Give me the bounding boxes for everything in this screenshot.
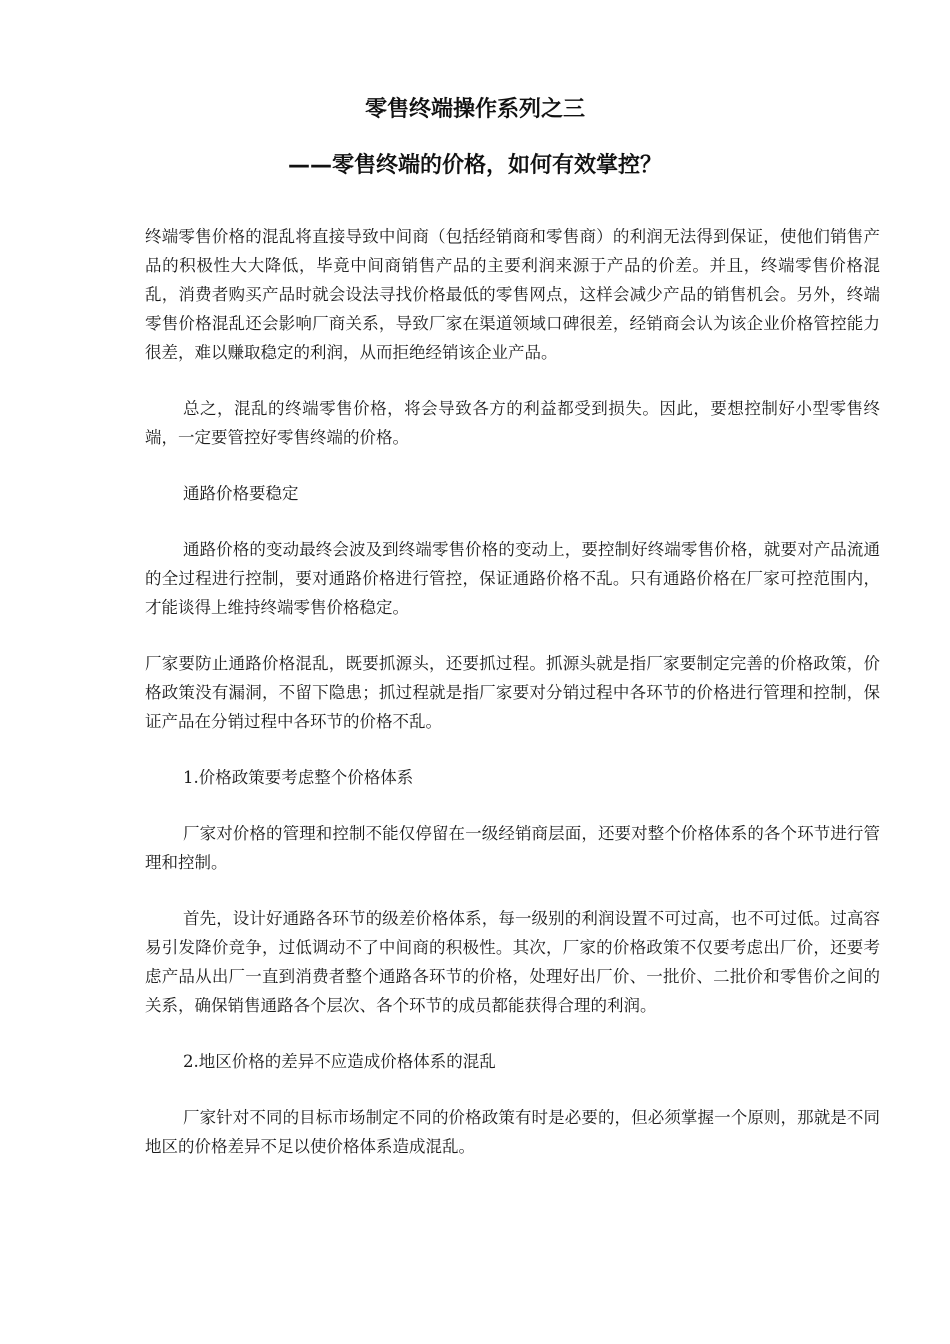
document-title: 零售终端操作系列之三 bbox=[364, 97, 585, 122]
paragraph-price-system-control: 厂家对价格的管理和控制不能仅停留在一级经销商层面，还要对整个价格体系的各个环节进行管理和控制。 bbox=[145, 824, 880, 872]
paragraph-summary: 总之，混乱的终端零售价格，将会导致各方的利益都受到损失。因此，要想控制好小型零售终端，一定要管控好零售终端的价格。 bbox=[145, 399, 880, 447]
section-heading-channel-price: 通路价格要稳定 bbox=[183, 484, 299, 503]
document-subtitle: ——零售终端的价格，如何有效掌控？ bbox=[287, 153, 662, 178]
paragraph-price-chaos-impact: 终端零售价格的混乱将直接导致中间商（包括经销商和零售商）的利润无法得到保证，使他们销售产品的积极性大大降低，毕竟中间商销售产品的主要利润来源于产品的价差。并且，终端零售价格混乱，消费者购买产品时就会设法寻找价格最低的零售网点，这样会减少产品的销售机会。另外，终端零售价格混乱还会影响厂商关系，导致厂家在渠道领域口碑很差，经销商会认为该企业价格管控能力很差，难以赚取稳定的利润，从而拒绝经销该企业产品。 bbox=[145, 227, 880, 362]
paragraph-tiered-pricing: 首先，设计好通路各环节的级差价格体系，每一级别的利润设置不可过高，也不可过低。过高容易引发降价竞争，过低调动不了中间商的积极性。其次，厂家的价格政策不仅要考虑出厂价，还要考虑产品从出厂一直到消费者整个通路各环节的价格，处理好出厂价、一批价、二批价和零售价之间的关系，确保销售通路各个层次、各个环节的成员都能获得合理的利润。 bbox=[145, 909, 880, 1015]
paragraph-channel-price: 通路价格的变动最终会波及到终端零售价格的变动上，要控制好终端零售价格，就要对产品流通的全过程进行控制，要对通路价格进行管控，保证通路价格不乱。只有通路价格在厂家可控范围内，才能谈得上维持终端零售价格稳定。 bbox=[145, 540, 880, 617]
paragraph-regional-price: 厂家针对不同的目标市场制定不同的价格政策有时是必要的，但必须掌握一个原则，那就是不同地区的价格差异不足以使价格体系造成混乱。 bbox=[145, 1108, 880, 1156]
paragraph-source-and-process: 厂家要防止通路价格混乱，既要抓源头，还要抓过程。抓源头就是指厂家要制定完善的价格政策，价格政策没有漏洞，不留下隐患；抓过程就是指厂家要对分销过程中各环节的价格进行管理和控制，保证产品在分销过程中各环节的价格不乱。 bbox=[145, 654, 880, 731]
document-body bbox=[145, 222, 880, 1188]
section-heading-price-system: 1.价格政策要考虑整个价格体系 bbox=[183, 768, 414, 787]
section-heading-regional-price: 2.地区价格的差异不应造成价格体系的混乱 bbox=[183, 1052, 496, 1071]
